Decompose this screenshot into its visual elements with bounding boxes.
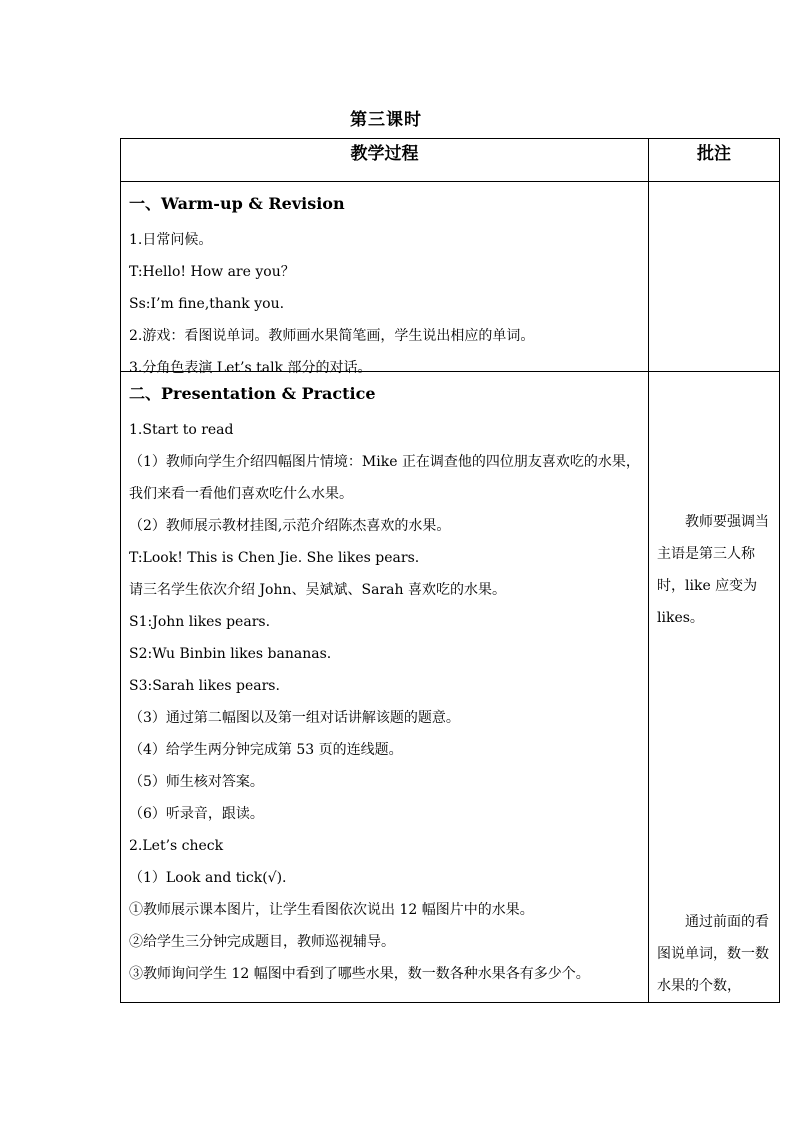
text-line: S1:John likes pears. [129,614,271,630]
text-line: S2:Wu Binbin likes bananas. [129,646,332,662]
text-line: 3.分角色表演 Let’s talk 部分的对话。 [129,360,372,376]
lesson-title: 第三课时 [350,110,422,130]
section-heading-presentation: 二、Presentation & Practice [129,384,376,403]
lesson-plan-table [120,138,780,1003]
column-header-notes: 批注 [649,139,780,182]
text-line: 1.Start to read [129,422,234,438]
text-line: T:Look! This is Chen Jie. She likes pears. [129,550,420,566]
section-heading-warmup: 一、Warm-up & Revision [129,194,345,213]
table-header-row [121,139,780,182]
notes-cell-warmup [649,182,780,372]
text-line: T:Hello! How are you？ [129,264,295,280]
text-line: （2）教师展示教材挂图,示范介绍陈杰喜欢的水果。 [129,518,451,534]
notes-cell-presentation [649,372,780,1003]
text-line: 1.日常问候。 [129,232,213,248]
process-cell-presentation [121,372,649,1003]
text-line: S3:Sarah likes pears. [129,678,280,694]
text-line: （3）通过第二幅图以及第一组对话讲解该题的题意。 [129,710,460,726]
teacher-note-third-person: 教师要强调当主语是第三人称时，like 应变为 likes。 [657,514,769,626]
text-line: （1）教师向学生介绍四幅图片情境：Mike 正在调查他的四位朋友喜欢吃的水果，我们来看一看他们喜欢吃什么水果。 [129,454,640,502]
text-line: Ss:I’m fine,thank you. [129,296,285,312]
text-line: 2.Let’s check [129,838,224,854]
text-line: （6）听录音，跟读。 [129,806,264,822]
column-header-process: 教学过程 [121,139,649,182]
text-line: （1）Look and tick(√). [129,870,287,886]
text-line: （4）给学生两分钟完成第 53 页的连线题。 [129,742,403,758]
process-cell-warmup [121,182,649,376]
text-line: 请三名学生依次介绍 John、吴斌斌、Sarah 喜欢吃的水果。 [129,582,506,598]
table-row-warmup [121,182,780,372]
text-line: ②给学生三分钟完成题目，教师巡视辅导。 [129,934,395,950]
text-line: ③教师询问学生 12 幅图中看到了哪些水果，数一数各种水果各有多少个。 [129,966,590,982]
table-row-presentation [121,372,780,1003]
text-line: 2.游戏：看图说单词。教师画水果简笔画，学生说出相应的单词。 [129,328,535,344]
text-line: ①教师展示课本图片，让学生看图依次说出 12 幅图片中的水果。 [129,902,534,918]
text-line: （5）师生核对答案。 [129,774,264,790]
teacher-note-counting: 通过前面的看图说单词，数一数水果的个数， [657,914,769,994]
